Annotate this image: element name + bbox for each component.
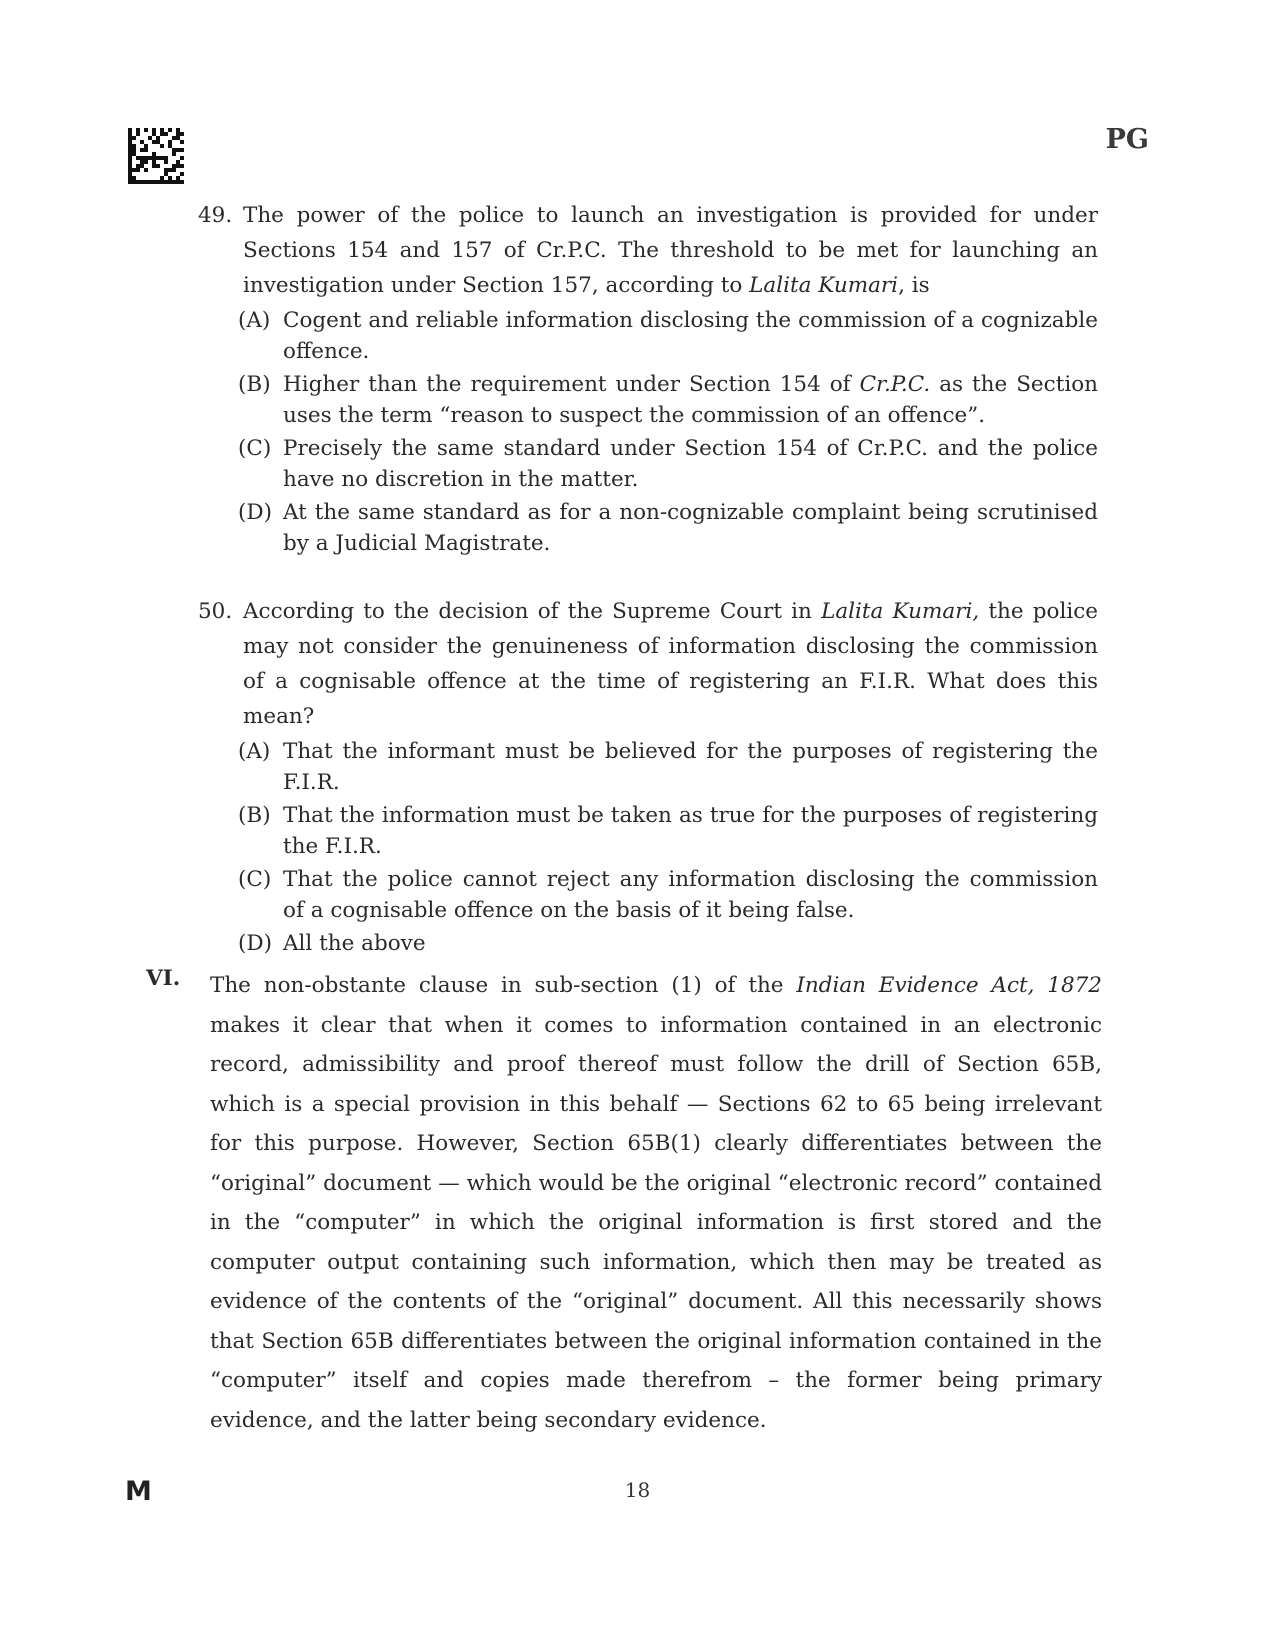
option-text (283, 739, 1098, 795)
text-run: makes it clear that when it comes to information contained in an electronic record, admissibility and proof thereof must follow the drill of Section 65B, which is a special provision in this behalf — Sections 62 to 65 being irrelevant for this purpose. However, Section 65B(1) clearly differentiates between the “original” document — which would be the original “electronic record” contained in the “computer” in which the original information is first stored and the computer output containing such information, which then may be treated as evidence of the contents of the “original” document. All this necessarily shows that Section 65B differentiates between the original information contained in the “computer” itself and copies made therefrom – the former being primary evidence, and the latter being secondary evidence. (210, 1012, 1102, 1433)
question-text (243, 599, 1098, 729)
option-label: (D) (238, 500, 273, 525)
footer-mark: M (125, 1476, 152, 1507)
option-d (238, 497, 1098, 559)
text-run: According to the decision of the Supreme Court in (243, 599, 822, 624)
option-label: (C) (238, 436, 272, 461)
text-run: At the same standard as for a non-cognizable complaint being scrutinised by a Judicial Magistrate. (283, 500, 1098, 556)
text-run: as the Section uses the term “reason to suspect the commission of an offence”. (283, 372, 1098, 428)
option-b (238, 369, 1098, 431)
option-b (238, 800, 1098, 862)
question-stem (198, 198, 1098, 303)
option-text (283, 308, 1098, 364)
question-text (243, 203, 1098, 298)
option-text (283, 931, 426, 956)
text-run: That the police cannot reject any information disclosing the commission of a cognisable offence on the basis of it being false. (283, 867, 1098, 923)
text-run: Cogent and reliable information disclosing the commission of a cognizable offence. (283, 308, 1098, 364)
paper-code: PG (1105, 124, 1149, 155)
italic-text: Indian Evidence Act, 1872 (796, 973, 1102, 998)
option-label: (B) (238, 372, 271, 397)
text-run: That the informant must be believed for the purposes of registering the F.I.R. (283, 739, 1098, 795)
section-number: VI. (146, 966, 181, 991)
italic-text: Cr.P.C. (859, 372, 931, 397)
option-label: (C) (238, 867, 272, 892)
text-run: Precisely the same standard under Section 154 of Cr.P.C. and the police have no discretion in the matter. (283, 436, 1098, 492)
section-passage (210, 966, 1102, 1440)
question-number: 49. (198, 203, 233, 228)
text-run: That the information must be taken as true for the purposes of registering the F.I.R. (283, 803, 1098, 859)
option-text (283, 372, 1098, 428)
option-label: (A) (238, 739, 271, 764)
option-text (283, 500, 1098, 556)
question-50 (198, 594, 1098, 961)
italic-text: Lalita Kumari (749, 273, 899, 298)
text-run: Higher than the requirement under Section 154 of (283, 372, 860, 397)
option-label: (B) (238, 803, 271, 828)
option-text (283, 867, 1098, 923)
text-run: The power of the police to launch an investigation is provided for under Sections 154 and 157 of Cr.P.C. The threshold to be met for launching an investigation under Section 157, according to (243, 203, 1098, 298)
option-a (238, 736, 1098, 798)
question-stem (198, 594, 1098, 734)
options-list (198, 305, 1098, 559)
question-49 (198, 198, 1098, 561)
datamatrix-code (128, 128, 184, 184)
section-vi (146, 966, 1102, 1440)
text-run: the police may not consider the genuineness of information disclosing the commission of a cognisable offence at the time of registering an F.I.R. What does this mean? (243, 599, 1098, 729)
option-a (238, 305, 1098, 367)
text-run: , is (898, 273, 930, 298)
option-c (238, 433, 1098, 495)
option-text (283, 436, 1098, 492)
text-run: The non-obstante clause in sub-section (1) of the (210, 973, 797, 998)
italic-text: Lalita Kumari, (821, 599, 980, 624)
option-label: (D) (238, 931, 273, 956)
option-text (283, 803, 1098, 859)
options-list (198, 736, 1098, 959)
option-label: (A) (238, 308, 271, 333)
page-number: 18 (624, 1478, 651, 1502)
question-number: 50. (198, 599, 233, 624)
text-run: All the above (283, 931, 426, 956)
option-c (238, 864, 1098, 926)
option-d (238, 928, 1098, 959)
